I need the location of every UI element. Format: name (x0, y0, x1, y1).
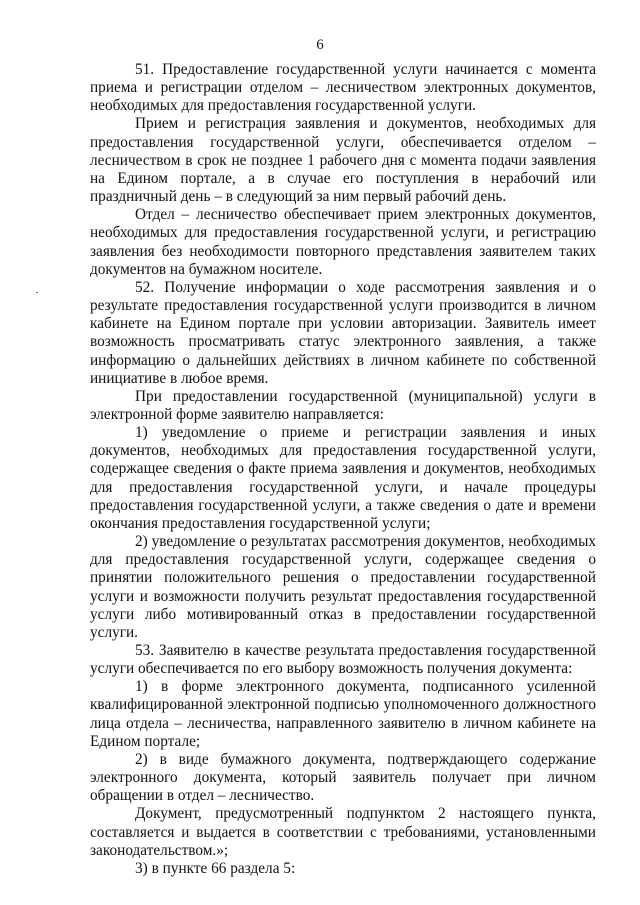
document-body (90, 61, 596, 878)
list-item-notification-2: 2) уведомление о результатах рассмотрения документов, необходимых для предоставления государственной услуги, содержащее сведения о принятии положительного решения о предоставлении государственной услуги и возможности получить результат предоставления государственной услуги либо мотивированный отказ в предоставлении государственной услуги. (90, 533, 596, 641)
paragraph-document-note: Документ, предусмотренный подпунктом 2 настоящего пункта, составляется и выдается в соответствии с требованиями, установленными законодательством.»; (90, 805, 596, 859)
list-item-result-2: 2) в виде бумажного документа, подтверждающего содержание электронного документа, который заявитель получает при личном обращении в отдел – лесничество. (90, 750, 596, 805)
margin-mark (36, 292, 38, 293)
paragraph-item-3: 3) в пункте 66 раздела 5: (135, 859, 296, 877)
list-item-result-1: 1) в форме электронного документа, подписанного усиленной квалифицированной электронной подписью уполномоченного должностного лица отдела – лесничества, направленного заявителю в личном кабинете на Едином портале; (90, 678, 596, 750)
paragraph-notifications-intro: При предоставлении государственной (муниципальной) услуги в электронной форме заявителю направляется: (90, 387, 596, 423)
paragraph-electronic-documents: Отдел – лесничество обеспечивает прием электронных документов, необходимых для предоставления государственной услуги, и регистрацию заявления без необходимости повторного представления заявителем таких документов на бумажном носителе. (90, 206, 596, 278)
paragraph-registration: Прием и регистрация заявления и документов, необходимых для предоставления государственной услуги, обеспечивается отделом – лесничеством в срок не позднее 1 рабочего дня с момента подачи заявления на Едином портале, а в случае его поступления в нерабочий или праздничный день – в следующий за ним первый рабочий день. (90, 115, 596, 206)
paragraph-52: 52. Получение информации о ходе рассмотрения заявления и о результате предоставления государственной услуги производится в личном кабинете на Едином портале при условии авторизации. Заявитель имеет возможность просматривать статус электронного заявления, а также информацию о дальнейших действиях в личном кабинете по собственной инициативе в любое время. (90, 278, 596, 387)
list-item-notification-1: 1) уведомление о приеме и регистрации заявления и иных документов, необходимых для предоставления государственной услуги, содержащее сведения о факте приема заявления и документов, необходимых для предоставления государственной услуги, и начале процедуры предоставления государственной услуги, а также сведения о дате и времени окончания предоставления государственной услуги; (90, 424, 596, 532)
page-number: 6 (316, 37, 324, 53)
paragraph-53: 53. Заявителю в качестве результата предоставления государственной услуги обеспечивается по его выбору возможность получения документа: (90, 642, 596, 678)
paragraph-51: 51. Предоставление государственной услуги начинается с момента приема и регистрации отделом – лесничеством электронных документов, необходимых для предоставления государственной услуги. (90, 61, 596, 115)
